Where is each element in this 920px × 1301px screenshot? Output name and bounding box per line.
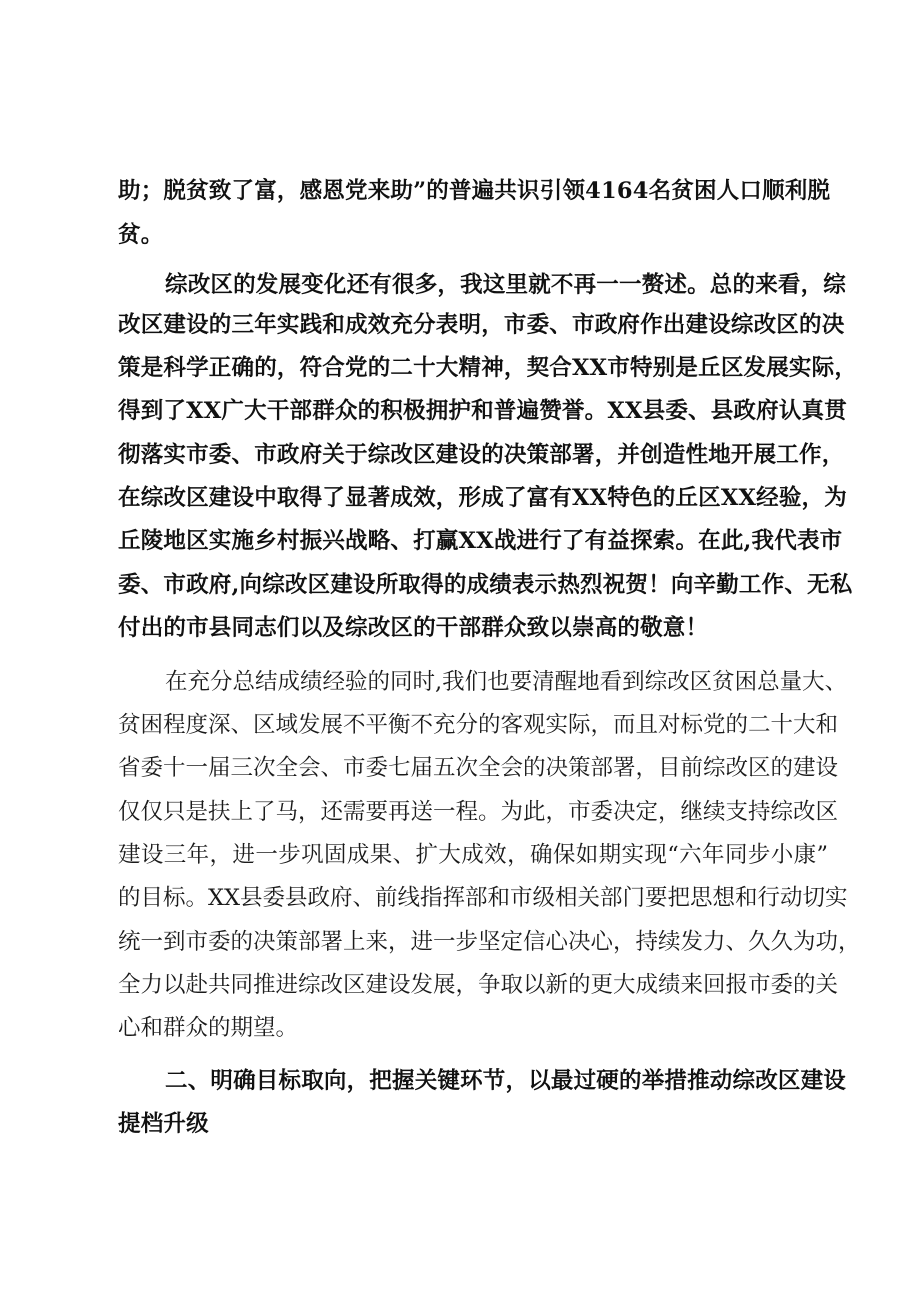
para3-line-2: 贫困程度深、区域发展不平衡不充分的客观实际，而且对标党的二十大和 bbox=[118, 712, 839, 738]
para3-line-1: 在充分总结成绩经验的同时,我们也要清醒地看到综改区贫困总量大、 bbox=[165, 669, 848, 695]
section-heading-line-2: 提档升级 bbox=[118, 1111, 209, 1137]
para2-line-6: 在综改区建设中取得了显著成效，形成了富有XX特色的丘区XX经验，为 bbox=[118, 485, 847, 511]
para3-line-3: 省委十一届三次全会、市委七届五次全会的决策部署，目前综改区的建设 bbox=[118, 755, 839, 781]
para2-line-2: 改区建设的三年实践和成效充分表明，市委、市政府作出建设综改区的决 bbox=[118, 312, 845, 338]
para2-line-9: 付出的市县同志们以及综改区的干部群众致以崇高的敬意！ bbox=[118, 615, 709, 641]
para2-line-7: 丘陵地区实施乡村振兴战略、打赢XX战进行了有益探索。在此,我代表市 bbox=[118, 528, 843, 554]
para2-line-1: 综改区的发展变化还有很多，我这里就不再一一赘述。总的来看，综 bbox=[165, 272, 847, 298]
para1-line-1: 助；脱贫致了富，感恩党来助”的普遍共识引领4164名贫困人口顺利脱 bbox=[118, 178, 831, 204]
para3-line-9: 心和群众的期望。 bbox=[118, 1015, 299, 1041]
para2-line-4: 得到了XX广大干部群众的积极拥护和普遍赞誉。XX县委、县政府认真贯 bbox=[118, 398, 847, 424]
section-heading-line-1: 二、明确目标取向，把握关键环节，以最过硬的举措推动综改区建设 bbox=[165, 1068, 847, 1094]
para3-line-5: 建设三年，进一步巩固成果、扩大成效，确保如期实现“六年同步小康” bbox=[118, 842, 828, 868]
para3-line-6: 的目标。XX县委县政府、前线指挥部和市级相关部门要把思想和行动切实 bbox=[118, 885, 848, 911]
para3-line-4: 仅仅只是扶上了马，还需要再送一程。为此，市委决定，继续支持综改区 bbox=[118, 799, 839, 825]
para3-line-8: 全力以赴共同推进综改区建设发展，争取以新的更大成绩来回报市委的关 bbox=[118, 972, 839, 998]
para1-line-2: 贫。 bbox=[118, 222, 164, 248]
para3-line-7: 统一到市委的决策部署上来，进一步坚定信心决心，持续发力、久久为功， bbox=[118, 929, 861, 955]
para2-line-5: 彻落实市委、市政府关于综改区建设的决策部署，并创造性地开展工作， bbox=[118, 442, 845, 468]
para2-line-8: 委、市政府,向综改区建设所取得的成绩表示热烈祝贺！向辛勤工作、无私 bbox=[118, 572, 853, 598]
para2-line-3: 策是科学正确的，符合党的二十大精神，契合XX市特别是丘区发展实际， bbox=[118, 355, 858, 381]
